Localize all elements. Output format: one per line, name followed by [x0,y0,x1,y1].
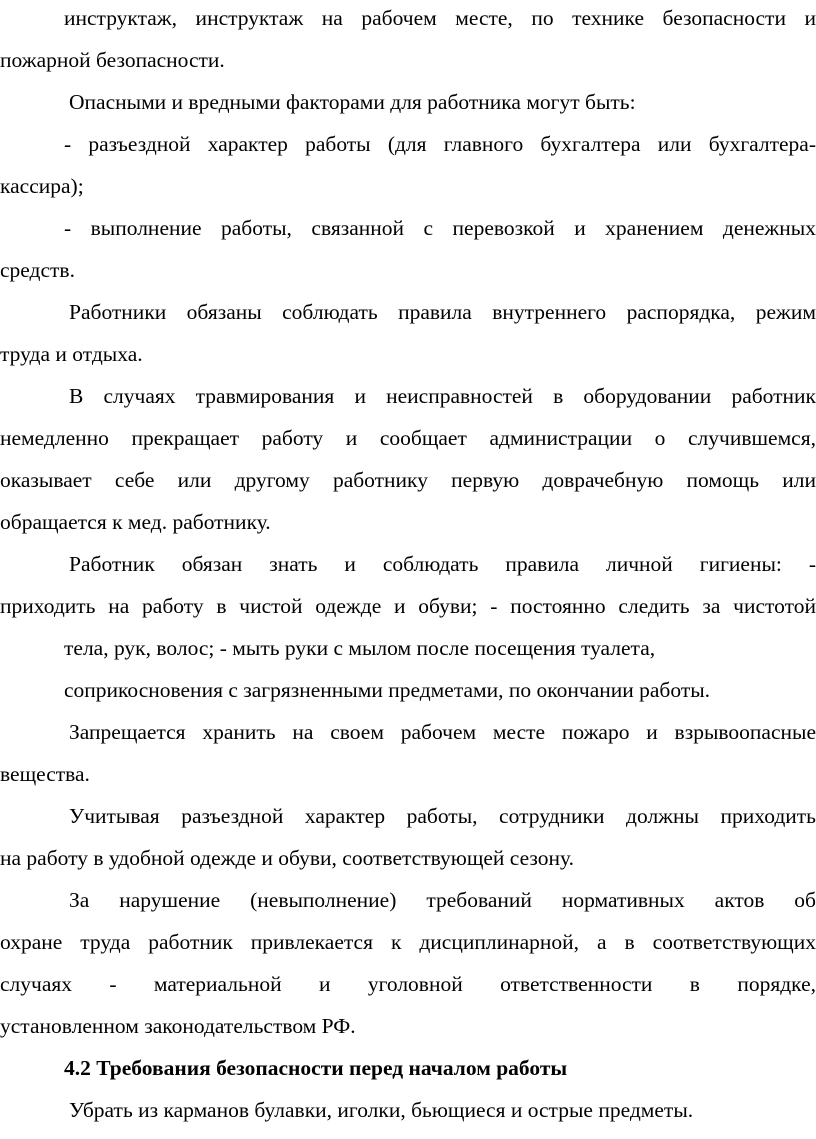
text-line: - разъездной характер работы (для главного бухгалтера или бухгалтера- [64,132,816,156]
text-line: охране труда работник привлекается к дисциплинарной, а в соответствующих [0,930,816,954]
text-line: кассира); [0,174,84,198]
text-line: на работу в удобной одежде и обуви, соответствующей сезону. [0,846,575,870]
text-line: установленном законодательством РФ. [0,1014,356,1038]
text-line: оказывает себе или другому работнику первую доврачебную помощь или [0,468,816,492]
text-line: тела, рук, волос; - мыть руки с мылом после посещения туалета, [64,636,656,660]
text-line: Учитывая разъездной характер работы, сотрудники должны приходить [69,804,816,828]
text-line: средств. [0,258,75,282]
text-line: труда и отдыха. [0,342,143,366]
text-line: - выполнение работы, связанной с перевозкой и хранением денежных [64,216,816,240]
text-line: За нарушение (невыполнение) требований нормативных актов об [69,888,816,912]
text-line: вещества. [0,762,90,786]
text-line: В случаях травмирования и неисправностей в оборудовании работник [69,384,816,408]
text-line: инструктаж, инструктаж на рабочем месте, по технике безопасности и [64,6,816,30]
text-line: Работник обязан знать и соблюдать правила личной гигиены: - [69,552,816,576]
text-line: обращается к мед. работнику. [0,510,271,534]
text-line: приходить на работу в чистой одежде и обуви; - постоянно следить за чистотой [0,594,816,618]
text-line: Опасными и вредными факторами для работника могут быть: [69,90,636,114]
text-line: случаях - материальной и уголовной ответственности в порядке, [0,972,816,996]
section-heading: 4.2 Требования безопасности перед началом работы [64,1056,568,1080]
text-line: пожарной безопасности. [0,48,225,72]
text-line: Убрать из карманов булавки, иголки, бьющиеся и острые предметы. [69,1098,694,1122]
text-line: Работники обязаны соблюдать правила внутреннего распорядка, режим [69,300,816,324]
text-line: Запрещается хранить на своем рабочем месте пожаро и взрывоопасные [69,720,816,744]
text-line: немедленно прекращает работу и сообщает администрации о случившемся, [0,426,816,450]
text-line: соприкосновения с загрязненными предметами, по окончании работы. [64,678,711,702]
